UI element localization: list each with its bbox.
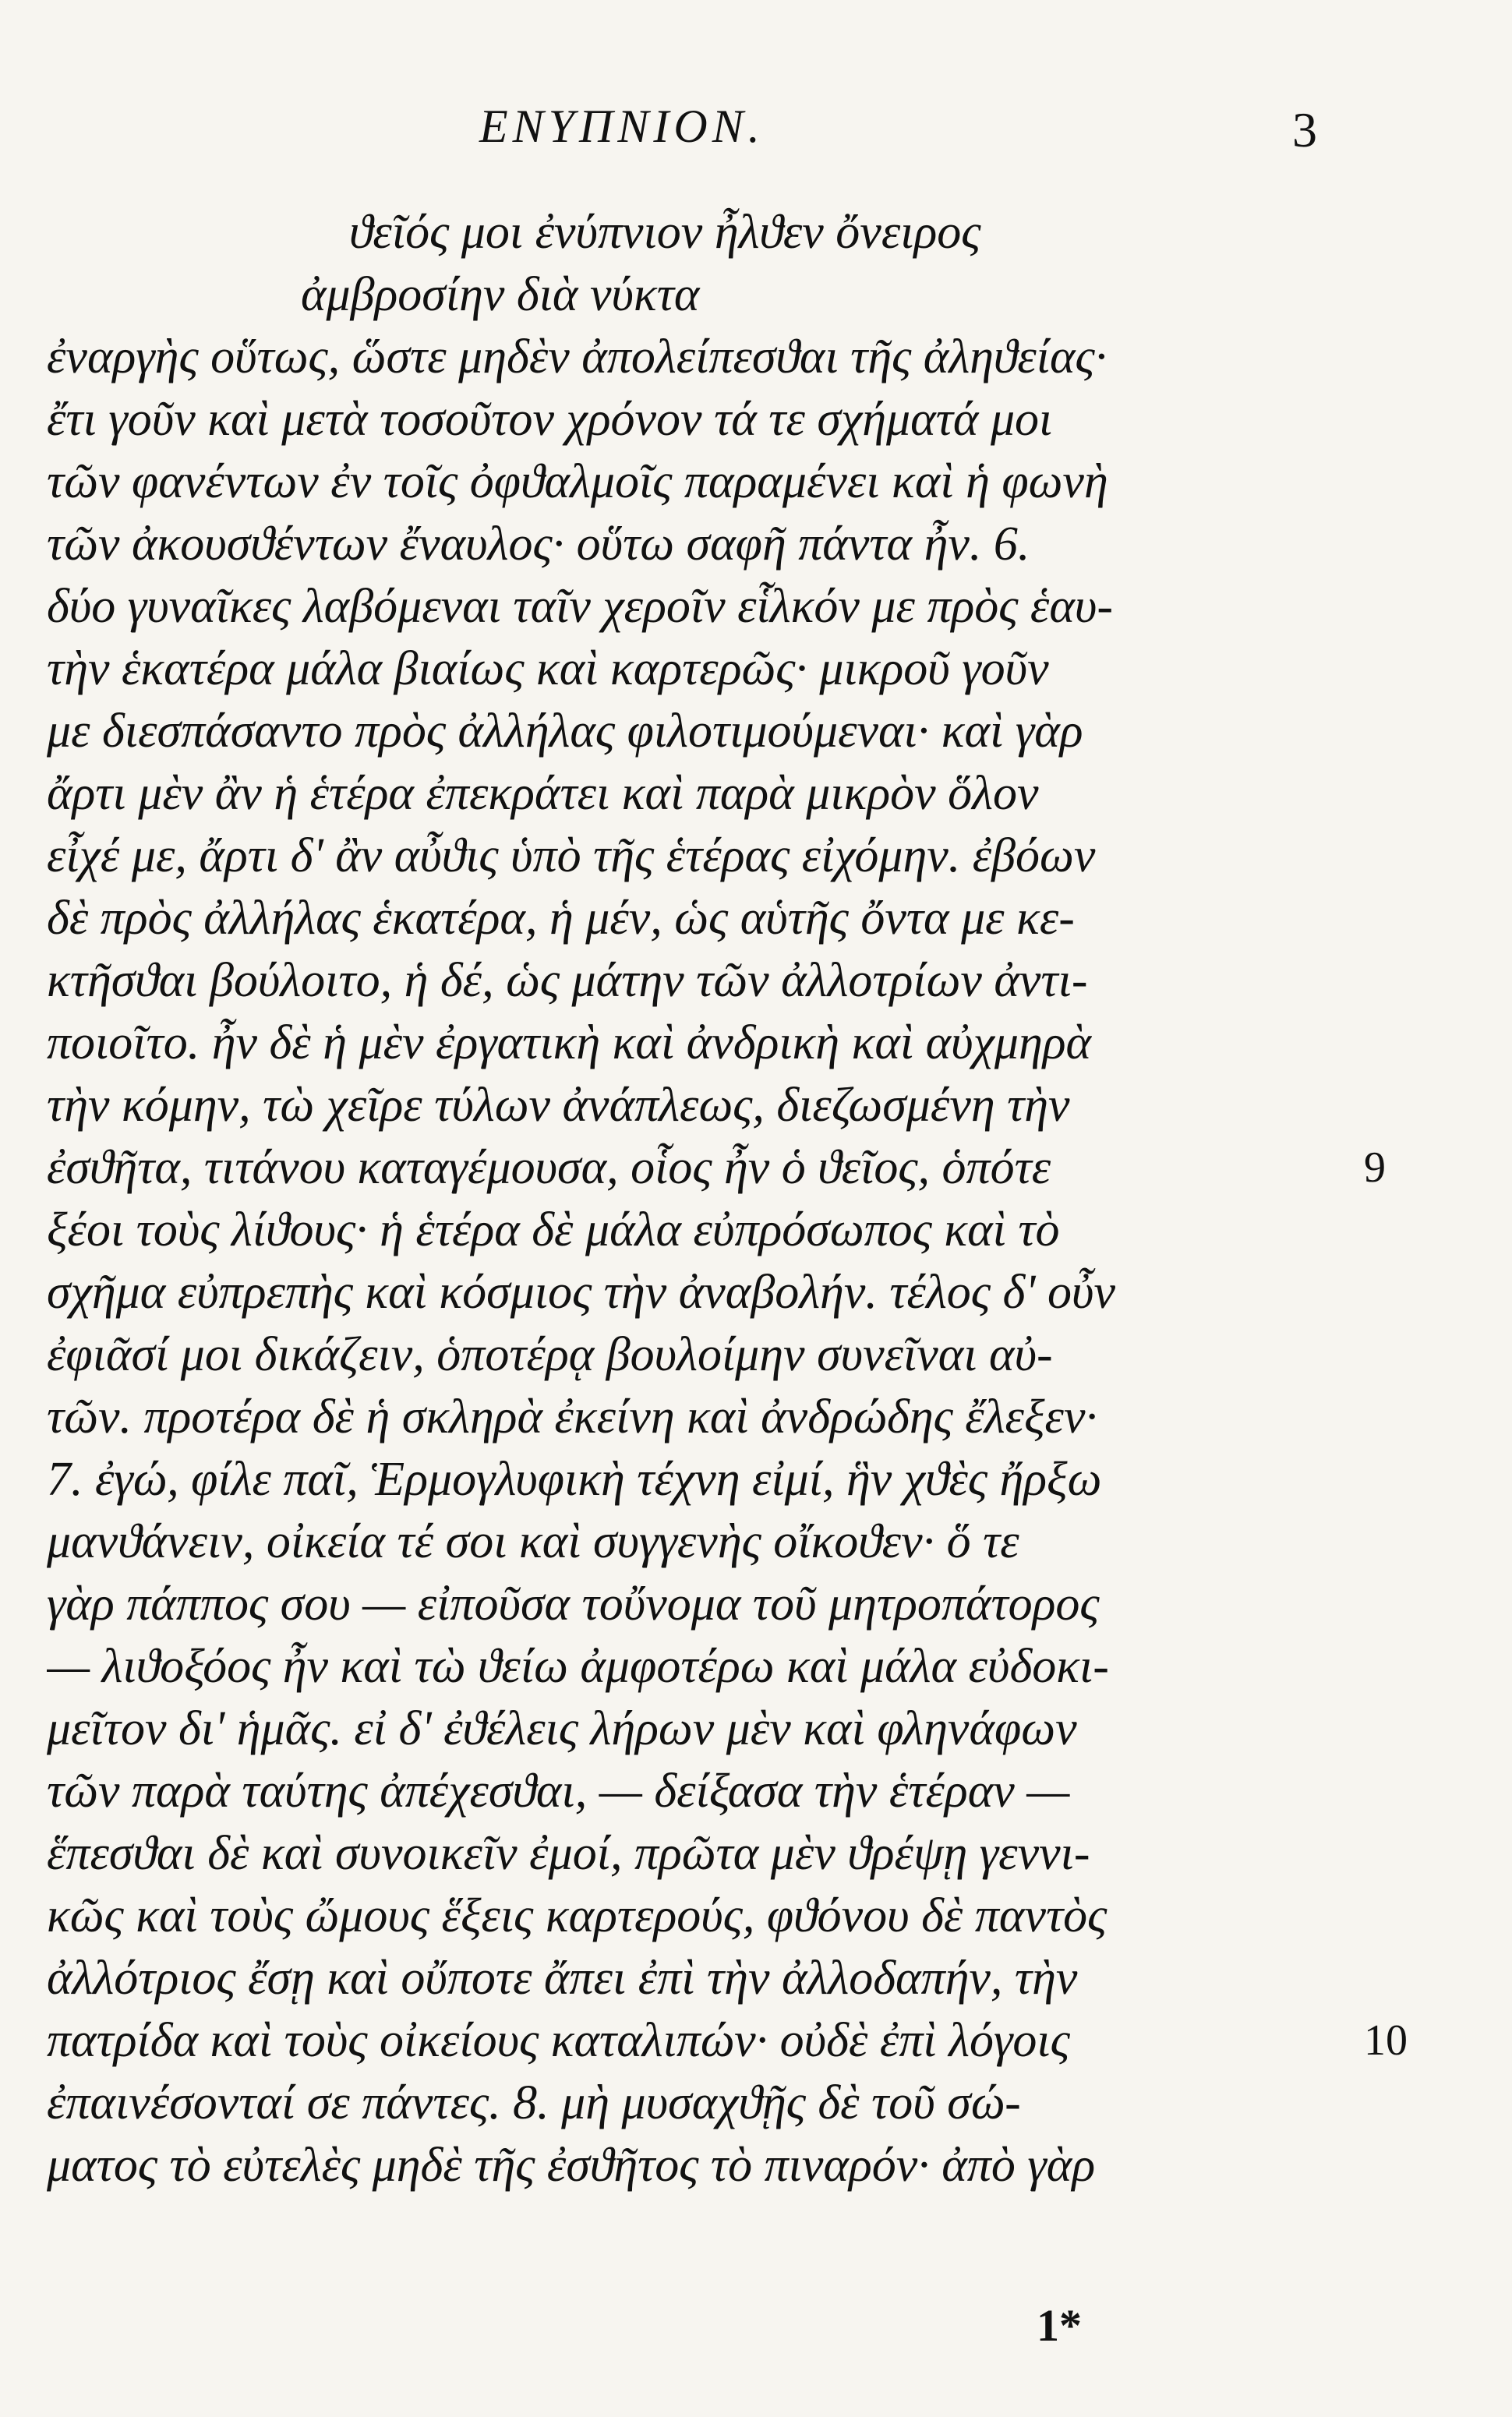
text-line: ἀλλότριος ἔσῃ καὶ οὔποτε ἄπει ἐπὶ τὴν ἀλλοδαπήν, τὴν xyxy=(47,1952,1078,2005)
text-line: μανϑάνειν, οἰκεία τέ σοι καὶ συγγενὴς οἴκοϑεν· ὅ τε xyxy=(47,1515,1019,1568)
text-line: μεῖτον δι' ἡμᾶς. εἰ δ' ἐϑέλεις λήρων μὲν καὶ φληνάφων xyxy=(47,1702,1077,1755)
text-line: γὰρ πάππος σου — εἰποῦσα τοὔνομα τοῦ μητροπάτορος xyxy=(47,1578,1100,1631)
running-title: ΕΝΥΠΝΙΟΝ. xyxy=(479,101,765,152)
text-line: ἔτι γοῦν καὶ μετὰ τοσοῦτον χρόνον τά τε σχήματά μοι xyxy=(47,393,1053,446)
text-line: ϑεῖός μοι ἐνύπνιον ἦλϑεν ὄνειρος xyxy=(349,206,981,259)
text-line: κῶς καὶ τοὺς ὤμους ἕξεις καρτερούς, φϑόνου δὲ παντὸς xyxy=(47,1889,1108,1942)
text-line: ποιοῖτο. ἦν δὲ ἡ μὲν ἐργατικὴ καὶ ἀνδρικὴ καὶ αὐχμηρὰ xyxy=(47,1016,1092,1069)
text-line: κτῆσϑαι βούλοιτο, ἡ δέ, ὡς μάτην τῶν ἀλλοτρίων ἀντι- xyxy=(47,954,1088,1007)
signature-mark: 1* xyxy=(1037,2300,1082,2351)
text-line: ἀμβροσίην διὰ νύκτα xyxy=(301,268,700,321)
text-line: τὴν ἑκατέρα μάλα βιαίως καὶ καρτερῶς· μικροῦ γοῦν xyxy=(47,642,1049,695)
text-line: πατρίδα καὶ τοὺς οἰκείους καταλιπών· οὐδὲ ἐπὶ λόγοις xyxy=(47,2014,1070,2067)
text-line: — λιϑοξόος ἦν καὶ τὼ ϑείω ἀμφοτέρω καὶ μάλα εὐδοκι- xyxy=(47,1640,1109,1693)
text-line: 7. ἐγώ, φίλε παῖ, Ἑρμογλυφικὴ τέχνη εἰμί, ἣν χϑὲς ἤρξω xyxy=(47,1453,1102,1506)
text-line: τῶν. προτέρα δὲ ἡ σκληρὰ ἐκείνη καὶ ἀνδρώδης ἔλεξεν· xyxy=(47,1390,1097,1443)
text-line: τὴν κόμην, τὼ χεῖρε τύλων ἀνάπλεως, διεζωσμένη τὴν xyxy=(47,1079,1070,1132)
text-line: ἕπεσϑαι δὲ καὶ συνοικεῖν ἐμοί, πρῶτα μὲν ϑρέψῃ γεννι- xyxy=(47,1827,1090,1880)
text-line: εἶχέ με, ἄρτι δ' ἂν αὖϑις ὑπὸ τῆς ἑτέρας εἰχόμην. ἐβόων xyxy=(47,829,1096,882)
text-line: τῶν φανέντων ἐν τοῖς ὀφϑαλμοῖς παραμένει καὶ ἡ φωνὴ xyxy=(47,455,1108,508)
text-line: ἐφιᾶσί μοι δικάζειν, ὁποτέρᾳ βουλοίμην συνεῖναι αὐ- xyxy=(47,1328,1053,1381)
text-line: ἄρτι μὲν ἂν ἡ ἑτέρα ἐπεκράτει καὶ παρὰ μικρὸν ὅλον xyxy=(47,767,1039,820)
text-line: δύο γυναῖκες λαβόμεναι ταῖν χεροῖν εἷλκόν με πρὸς ἑαυ- xyxy=(47,580,1113,633)
text-line: δὲ πρὸς ἀλλήλας ἑκατέρα, ἡ μέν, ὡς αὑτῆς ὄντα με κε- xyxy=(47,892,1075,945)
text-line: ἐπαινέσονταί σε πάντες. 8. μὴ μυσαχϑῇς δὲ τοῦ σώ- xyxy=(47,2076,1021,2129)
page-number: 3 xyxy=(1292,102,1317,157)
margin-line-number: 9 xyxy=(1364,1143,1386,1192)
margin-line-number: 10 xyxy=(1364,2016,1408,2065)
running-head xyxy=(0,94,1512,156)
text-line: ἐσϑῆτα, τιτάνου καταγέμουσα, οἷος ἦν ὁ ϑεῖος, ὁπότε xyxy=(47,1141,1051,1194)
text-line: ματος τὸ εὐτελὲς μηδὲ τῆς ἐσϑῆτος τὸ πιναρόν· ἀπὸ γὰρ xyxy=(47,2139,1096,2192)
text-line: τῶν ἀκουσϑέντων ἔναυλος· οὕτω σαφῆ πάντα ἦν. 6. xyxy=(47,518,1030,571)
text-line: σχῆμα εὐπρεπὴς καὶ κόσμιος τὴν ἀναβολήν. τέλος δ' οὖν xyxy=(47,1266,1116,1319)
text-line: τῶν παρὰ ταύτης ἀπέχεσϑαι, — δείξασα τὴν ἑτέραν — xyxy=(47,1765,1070,1818)
text-line: ξέοι τοὺς λίϑους· ἡ ἑτέρα δὲ μάλα εὐπρόσωπος καὶ τὸ xyxy=(47,1203,1060,1256)
text-line: με διεσπάσαντο πρὸς ἀλλήλας φιλοτιμούμεναι· καὶ γὰρ xyxy=(47,705,1083,758)
text-line: ἐναργὴς οὕτως, ὥστε μηδὲν ἀπολείπεσϑαι τῆς ἀληϑείας· xyxy=(47,330,1108,383)
